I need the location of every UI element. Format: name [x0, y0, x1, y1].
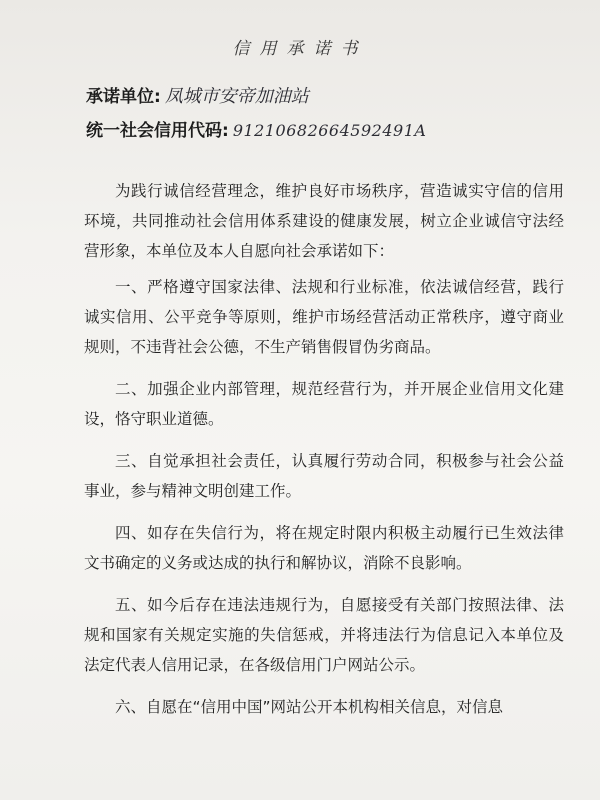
clause-paragraph-5: 五、如今后存在违法违规行为，自愿接受有关部门按照法律、法规和国家有关规定实施的失信惩戒，并将违法行为信息记入本单位及法定代表人信用记录，在各级信用门户网站公示。 — [84, 596, 564, 674]
credit-code-field — [86, 116, 426, 141]
clause-paragraph-6: 六、自愿在“信用中国”网站公开本机构相关信息，对信息 — [115, 698, 504, 716]
unit-label: 承诺单位: — [86, 87, 161, 107]
document-title: 信用承诺书 — [232, 39, 368, 59]
clause-paragraph-2: 二、加强企业内部管理，规范经营行为，并开展企业信用文化建设，恪守职业道德。 — [84, 380, 564, 428]
credit-code-label: 统一社会信用代码: — [86, 121, 229, 141]
clause-paragraph-1: 一、严格遵守国家法律、法规和行业标准，依法诚信经营，践行诚实信用、公平竞争等原则，维护市场经营活动正常秩序，遵守商业规则，不违背社会公德，不生产销售假冒伪劣商品。 — [84, 278, 564, 356]
commitment-body — [84, 176, 564, 734]
clause-paragraph-4: 四、如存在失信行为，将在规定时限内积极主动履行已生效法律文书确定的义务或达成的执行和解协议，消除不良影响。 — [84, 524, 564, 572]
clause-paragraph-3: 三、自觉承担社会责任，认真履行劳动合同，积极参与社会公益事业，参与精神文明创建工作。 — [84, 452, 564, 500]
intro-paragraph: 为践行诚信经营理念，维护良好市场秩序，营造诚实守信的信用环境，共同推动社会信用体系建设的健康发展，树立企业诚信守法经营形象，本单位及本人自愿向社会承诺如下： — [84, 182, 564, 260]
unit-field — [86, 82, 309, 108]
unit-handwritten-value: 凤城市安帝加油站 — [164, 86, 309, 107]
credit-code-handwritten-value: 91210682664592491A — [232, 121, 427, 140]
